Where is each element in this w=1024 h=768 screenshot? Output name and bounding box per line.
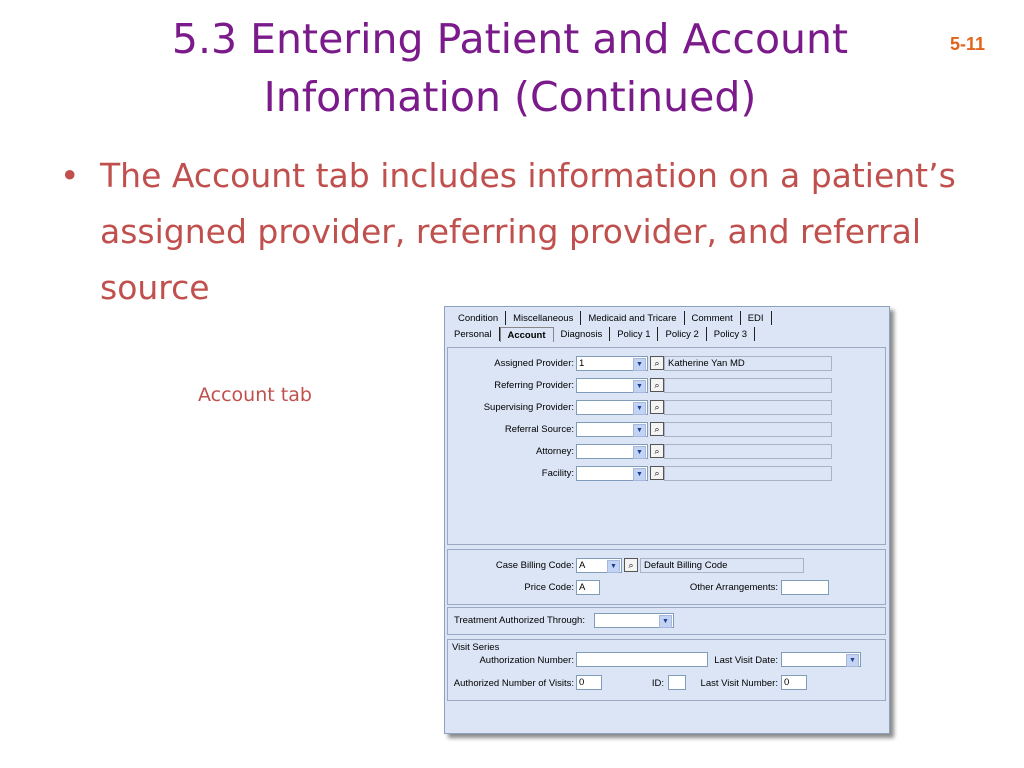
tab-miscellaneous[interactable]: Miscellaneous	[506, 311, 581, 325]
caption-account-tab: Account tab	[198, 384, 312, 406]
facility-select[interactable]	[576, 466, 648, 481]
tab-edi[interactable]: EDI	[741, 311, 772, 325]
attorney-name	[664, 444, 832, 459]
tab-policy-2[interactable]: Policy 2	[658, 327, 706, 341]
case-billing-code-desc: Default Billing Code	[640, 558, 804, 573]
billing-panel	[447, 549, 886, 605]
attorney-select[interactable]	[576, 444, 648, 459]
attorney-label: Attorney:	[535, 446, 574, 457]
bullet-point	[60, 148, 980, 316]
tab-personal[interactable]: Personal	[447, 327, 500, 341]
visit-series-heading: Visit Series	[452, 642, 500, 653]
magnifier-icon[interactable]: ⌕	[650, 422, 664, 436]
magnifier-icon[interactable]: ⌕	[650, 400, 664, 414]
bullet-icon: •	[60, 156, 80, 195]
referral-source-name	[664, 422, 832, 437]
id-label: ID:	[651, 678, 664, 689]
provider-row	[448, 444, 885, 460]
referral-source-label: Referral Source:	[504, 424, 574, 435]
visit-series-panel	[447, 639, 886, 701]
referral-source-select[interactable]	[576, 422, 648, 437]
supervising-provider-label: Supervising Provider:	[483, 402, 574, 413]
referring-provider-name	[664, 378, 832, 393]
price-code-label: Price Code:	[524, 582, 574, 593]
supervising-provider-name	[664, 400, 832, 415]
supervising-provider-select[interactable]	[576, 400, 648, 415]
chevron-down-icon[interactable]: ▼	[633, 424, 646, 437]
magnifier-icon[interactable]: ⌕	[650, 466, 664, 480]
provider-row	[448, 466, 885, 482]
slide-title-line1: 5.3 Entering Patient and Account	[171, 15, 849, 63]
chevron-down-icon[interactable]: ▼	[633, 402, 646, 415]
provider-row	[448, 378, 885, 394]
authorized-visits-input[interactable]: 0	[576, 675, 602, 690]
provider-row	[448, 422, 885, 438]
other-arrangements-input[interactable]	[781, 580, 829, 595]
chevron-down-icon[interactable]: ▼	[846, 654, 859, 667]
tab-row-bottom	[447, 327, 755, 342]
case-billing-code-value: A	[579, 560, 586, 571]
treatment-authorized-select[interactable]	[594, 613, 674, 628]
price-code-input[interactable]: A	[576, 580, 600, 595]
magnifier-icon[interactable]: ⌕	[650, 378, 664, 392]
provider-row	[448, 400, 885, 416]
chevron-down-icon[interactable]: ▼	[659, 615, 672, 628]
referring-provider-select[interactable]	[576, 378, 648, 393]
authorized-visits-label: Authorized Number of Visits:	[453, 678, 574, 689]
tab-condition[interactable]: Condition	[451, 311, 506, 325]
provider-row	[448, 356, 885, 372]
slide-number: 5-11	[950, 34, 986, 54]
magnifier-icon[interactable]: ⌕	[650, 444, 664, 458]
tab-policy-1[interactable]: Policy 1	[610, 327, 658, 341]
case-dialog	[444, 306, 890, 734]
tab-policy-3[interactable]: Policy 3	[707, 327, 755, 341]
assigned-provider-value: 1	[579, 358, 585, 369]
slide-title-line2: Information (Continued)	[263, 73, 757, 121]
slide-title	[100, 10, 920, 126]
tab-medicaid-tricare[interactable]: Medicaid and Tricare	[581, 311, 684, 325]
providers-panel	[447, 347, 886, 545]
last-visit-date-select[interactable]	[781, 652, 861, 667]
magnifier-icon[interactable]: ⌕	[650, 356, 664, 370]
treatment-panel	[447, 607, 886, 635]
magnifier-icon[interactable]: ⌕	[624, 558, 638, 572]
authorization-number-label: Authorization Number:	[479, 655, 574, 666]
referring-provider-label: Referring Provider:	[494, 380, 574, 391]
assigned-provider-select[interactable]	[576, 356, 648, 371]
case-billing-code-label: Case Billing Code:	[495, 560, 574, 571]
chevron-down-icon[interactable]: ▼	[633, 358, 646, 371]
tab-diagnosis[interactable]: Diagnosis	[554, 327, 611, 341]
tab-account[interactable]: Account	[500, 327, 554, 342]
treatment-authorized-label: Treatment Authorized Through:	[454, 615, 585, 626]
facility-name	[664, 466, 832, 481]
last-visit-number-label: Last Visit Number:	[700, 678, 778, 689]
other-arrangements-label: Other Arrangements:	[689, 582, 778, 593]
case-billing-code-select[interactable]	[576, 558, 622, 573]
chevron-down-icon[interactable]: ▼	[633, 446, 646, 459]
chevron-down-icon[interactable]: ▼	[633, 468, 646, 481]
assigned-provider-label: Assigned Provider:	[494, 358, 574, 369]
chevron-down-icon[interactable]: ▼	[633, 380, 646, 393]
last-visit-date-label: Last Visit Date:	[714, 655, 778, 666]
facility-label: Facility:	[541, 468, 574, 479]
tab-row-top	[451, 311, 772, 326]
assigned-provider-name: Katherine Yan MD	[664, 356, 832, 371]
last-visit-number-input[interactable]: 0	[781, 675, 807, 690]
id-input[interactable]	[668, 675, 686, 690]
chevron-down-icon[interactable]: ▼	[607, 560, 620, 573]
bullet-text: The Account tab includes information on a patient’s assigned provider, referring provider, and referral source	[100, 156, 956, 307]
tab-comment[interactable]: Comment	[685, 311, 741, 325]
